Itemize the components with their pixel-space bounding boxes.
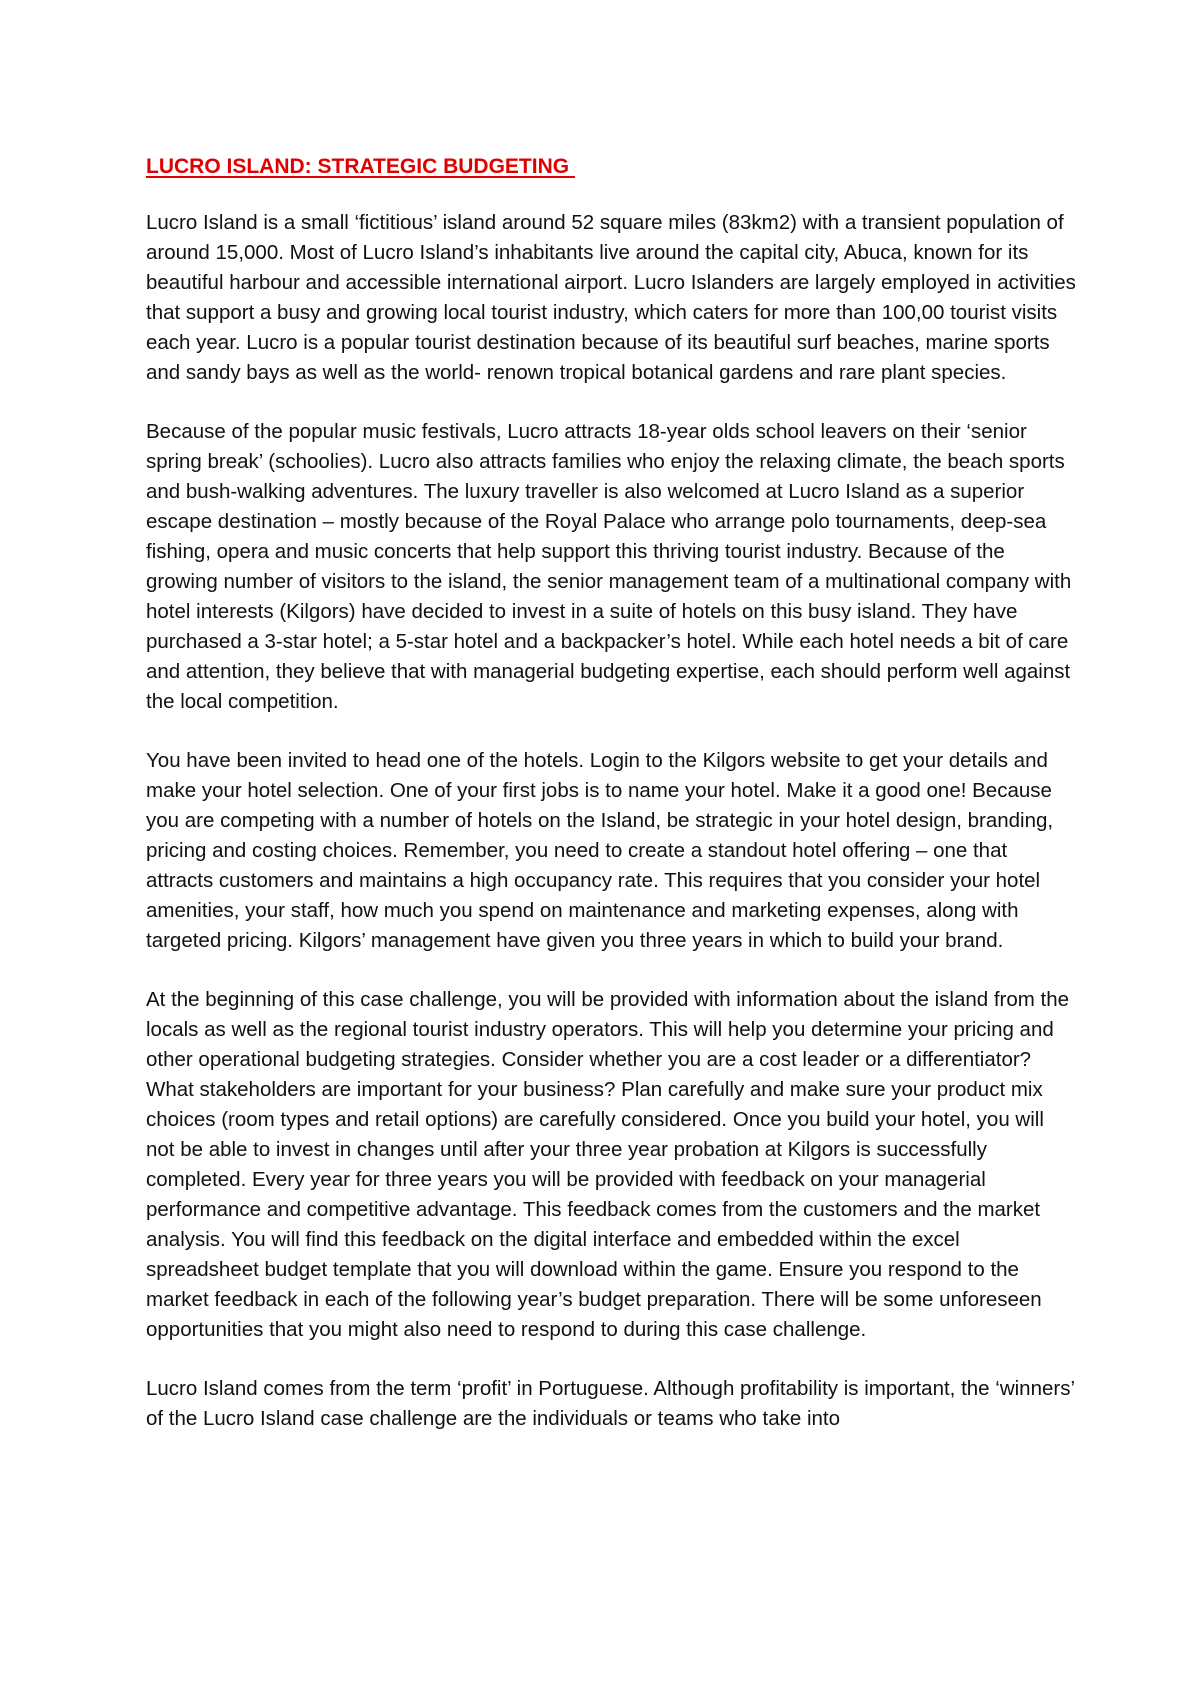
document-body <box>146 152 1076 1434</box>
document-title: LUCRO ISLAND: STRATEGIC BUDGETING <box>146 155 575 178</box>
paragraph-visitors-and-kilgors: Because of the popular music festivals, Lucro attracts 18-year olds school leavers on their ‘senior spring break’ (schoolies). Lucro also attracts families who enjoy the relaxing climate, the beach sports and bush-walking adventures. The luxury traveller is also welcomed at Lucro Island as a superior escape destination – mostly because of the Royal Palace who arrange polo tournaments, deep-sea fishing, opera and music concerts that help support this thriving tourist industry. Because of the growing number of visitors to the island, the senior management team of a multinational company with hotel interests (Kilgors) have decided to invest in a suite of hotels on this busy island. They have purchased a 3-star hotel; a 5-star hotel and a backpacker’s hotel. While each hotel needs a bit of care and attention, they believe that with managerial budgeting expertise, each should perform well against the local competition. <box>146 420 1072 713</box>
paragraph-hotel-head-role: You have been invited to head one of the hotels. Login to the Kilgors website to get your details and make your hotel selection. One of your first jobs is to name your hotel. Make it a good one! Because you are competing with a number of hotels on the Island, be strategic in your hotel design, branding, pricing and costing choices. Remember, you need to create a standout hotel offering – one that attracts customers and maintains a high occupancy rate. This requires that you consider your hotel amenities, your staff, how much you spend on maintenance and marketing expenses, along with targeted pricing. Kilgors’ management have given you three years in which to build your brand. <box>146 749 1054 952</box>
paragraph-case-challenge: At the beginning of this case challenge, you will be provided with information about the island from the locals as well as the regional tourist industry operators. This will help you determine your pricing and other operational budgeting strategies. Consider whether you are a cost leader or a differentiator? What stakeholders are important for your business? Plan carefully and make sure your product mix choices (room types and retail options) are carefully considered. Once you build your hotel, you will not be able to invest in changes until after your three year probation at Kilgors is successfully completed. Every year for three years you will be provided with feedback on your managerial performance and competitive advantage. This feedback comes from the customers and the market analysis. You will find this feedback on the digital interface and embedded within the excel spreadsheet budget template that you will download within the game. Ensure you respond to the market feedback in each of the following year’s budget preparation. There will be some unforeseen opportunities that you might also need to respond to during this case challenge. <box>146 988 1070 1341</box>
paragraph-lucro-meaning: Lucro Island comes from the term ‘profit’ in Portuguese. Although profitability is important, the ‘winners’ of the Lucro Island case challenge are the individuals or teams who take into <box>146 1377 1075 1430</box>
paragraph-island-overview: Lucro Island is a small ‘fictitious’ island around 52 square miles (83km2) with a transient population of around 15,000. Most of Lucro Island’s inhabitants live around the capital city, Abuca, known for its beautiful harbour and accessible international airport. Lucro Islanders are largely employed in activities that support a busy and growing local tourist industry, which caters for more than 100,00 tourist visits each year. Lucro is a popular tourist destination because of its beautiful surf beaches, marine sports and sandy bays as well as the world- renown tropical botanical gardens and rare plant species. <box>146 211 1076 384</box>
